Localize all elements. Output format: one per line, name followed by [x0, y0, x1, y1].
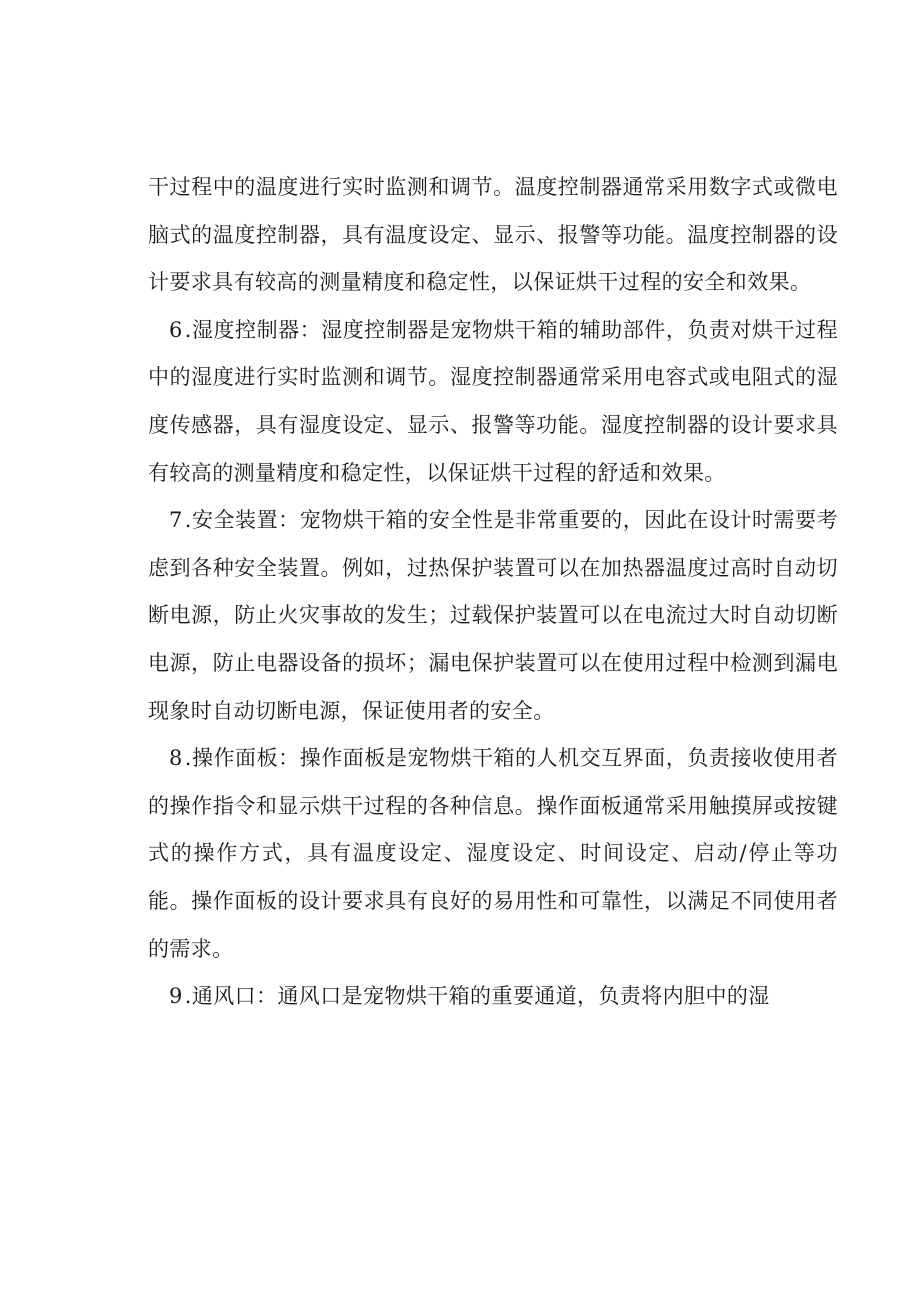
document-body: [148, 164, 838, 1021]
paragraph-humidity-controller: [148, 307, 838, 497]
paragraph-text: 干过程中的温度进行实时监测和调节。温度控制器通常采用数字式或微电脑式的温度控制器，具有温度设定、显示、报警等功能。温度控制器的设计要求具有较高的测量精度和稳定性，以保证烘干过程的安全和效果。: [148, 175, 838, 295]
paragraph-text: .湿度控制器：湿度控制器是宠物烘干箱的辅助部件，负责对烘干过程中的湿度进行实时监测和调节。湿度控制器通常采用电容式或电阻式的湿度传感器，具有湿度设定、显示、报警等功能。湿度控制器的设计要求具有较高的测量精度和稳定性，以保证烘干过程的舒适和效果。: [148, 317, 838, 485]
paragraph-text: .安全装置：宠物烘干箱的安全性是非常重要的，因此在设计时需要考虑到各种安全装置。例如，过热保护装置可以在加热器温度过高时自动切断电源，防止火灾事故的发生；过载保护装置可以在电流过大时自动切断电源，防止电器设备的损坏；漏电保护装置可以在使用过程中检测到漏电现象时自动切断电源，保证使用者的安全。: [148, 508, 838, 723]
item-number: 7: [169, 508, 183, 533]
paragraph-temperature-controller-continued: [148, 164, 838, 307]
item-number: 6: [169, 317, 183, 342]
paragraph-text: .通风口：通风口是宠物烘干箱的重要通道，负责将内胆中的湿: [184, 984, 770, 1009]
paragraph-text: .操作面板：操作面板是宠物烘干箱的人机交互界面，负责接收使用者的操作指令和显示烘干过程的各种信息。操作面板通常采用触摸屏或按键式的操作方式，具有温度设定、湿度设定、时间设定、启动/停止等功能。操作面板的设计要求具有良好的易用性和可靠性，以满足不同使用者的需求。: [148, 746, 838, 961]
item-number: 9: [169, 984, 183, 1009]
paragraph-vent: [148, 973, 838, 1021]
paragraph-operation-panel: [148, 735, 838, 973]
item-number: 8: [169, 746, 183, 771]
paragraph-safety-device: [148, 497, 838, 735]
